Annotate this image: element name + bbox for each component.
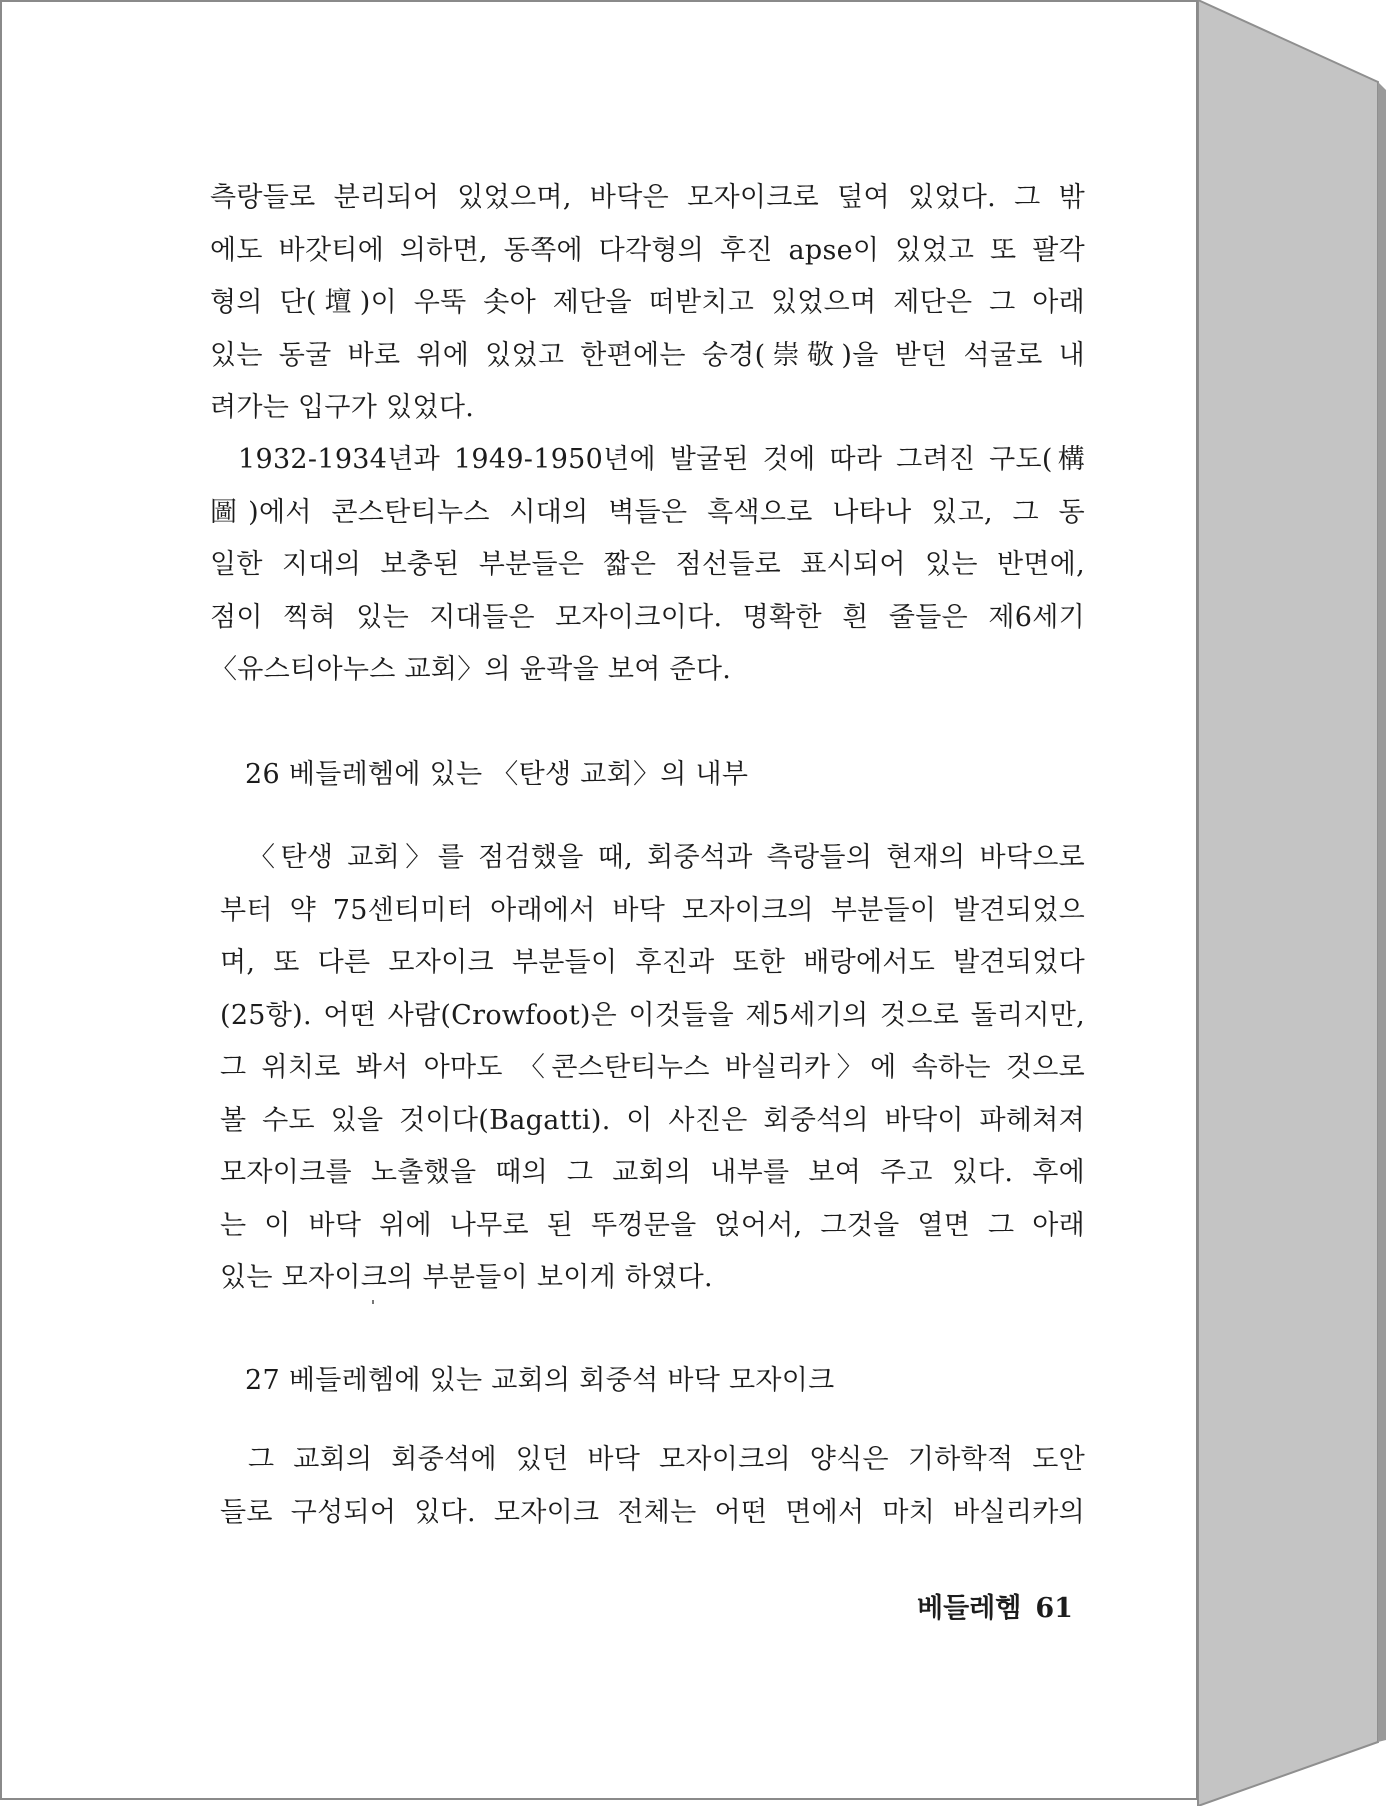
text-line: 형의 단(壇)이 우뚝 솟아 제단을 떠받치고 있었으며 제단은 그 아래 xyxy=(210,287,1085,318)
text-line: 있는 모자이크의 부분들이 보이게 하였다. xyxy=(220,1262,713,1293)
paragraph-4 xyxy=(220,1434,1085,1539)
text-line: 모자이크를 노출했을 때의 그 교회의 내부를 보여 주고 있다. 후에 xyxy=(220,1157,1085,1188)
text-line: 부터 약 75센티미터 아래에서 바닥 모자이크의 부분들이 발견되었으 xyxy=(220,894,1085,926)
text-line: 들로 구성되어 있다. 모자이크 전체는 어떤 면에서 마치 바실리카의 xyxy=(220,1496,1085,1528)
page-number: 61 xyxy=(1035,1593,1073,1624)
text-line: 圖)에서 콘스탄티누스 시대의 벽들은 흑색으로 나타나 있고, 그 동 xyxy=(210,496,1085,528)
text-line: 점이 찍혀 있는 지대들은 모자이크이다. 명확한 흰 줄들은 제6세기 xyxy=(210,601,1085,633)
text-line: 에도 바갓티에 의하면, 동쪽에 다각형의 후진 apse이 있었고 또 팔각 xyxy=(210,234,1085,266)
text-line: 는 이 바닥 위에 나무로 된 뚜껑문을 얹어서, 그것을 열면 그 아래 xyxy=(220,1209,1085,1241)
paragraph-3 xyxy=(220,832,1085,1305)
section-heading-27: 27 베들레헴에 있는 교회의 회중석 바닥 모자이크 xyxy=(245,1365,835,1396)
page-footer xyxy=(917,1586,1073,1625)
text-line: 그 위치로 봐서 아마도 〈콘스탄티누스 바실리카〉에 속하는 것으로 xyxy=(220,1052,1085,1083)
text-line: 일한 지대의 보충된 부분들은 짧은 점선들로 표시되어 있는 반면에, xyxy=(210,549,1085,580)
text-line: 〈유스티아누스 교회〉의 윤곽을 보여 준다. xyxy=(210,654,732,685)
text-line: 1932-1934년과 1949-1950년에 발굴된 것에 따라 그려진 구도(構 xyxy=(238,444,1085,475)
text-line: 볼 수도 있을 것이다(Bagatti). 이 사진은 회중석의 바닥이 파헤쳐져 xyxy=(220,1104,1085,1136)
text-line: 〈탄생 교회〉를 점검했을 때, 회중석과 측랑들의 현재의 바닥으로 xyxy=(248,842,1085,873)
running-title: 베들레헴 xyxy=(917,1593,1022,1624)
paragraph-1 xyxy=(210,172,1085,435)
text-line: 그 교회의 회중석에 있던 바닥 모자이크의 양식은 기하학적 도안 xyxy=(248,1444,1085,1475)
paragraph-2 xyxy=(210,434,1085,697)
text-line: 측랑들로 분리되어 있었으며, 바닥은 모자이크로 덮여 있었다. 그 밖 xyxy=(210,182,1085,213)
text-line: (25항). 어떤 사람(Crowfoot)은 이것들을 제5세기의 것으로 돌리지만, xyxy=(220,999,1085,1031)
text-line: 며, 또 다른 모자이크 부분들이 후진과 또한 배랑에서도 발견되었다 xyxy=(220,947,1085,978)
section-heading-26: 26 베들레헴에 있는 〈탄생 교회〉의 내부 xyxy=(245,759,749,790)
text-line: 있는 동굴 바로 위에 있었고 한편에는 숭경(崇敬)을 받던 석굴로 내 xyxy=(210,339,1085,371)
text-line: 려가는 입구가 있었다. xyxy=(210,392,475,423)
